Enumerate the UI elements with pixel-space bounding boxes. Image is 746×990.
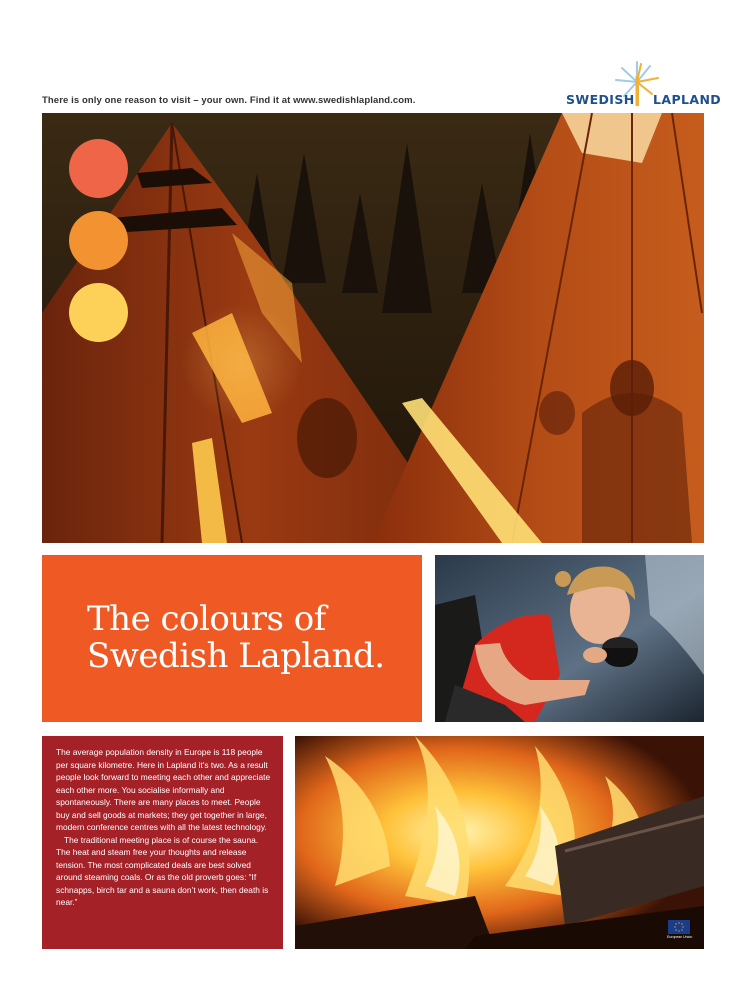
body-paragraph-2: The traditional meeting place is of course the sauna. The heat and steam free your thoughts and release tension. The most complicated deals are best solved around steaming coals. Or as the old proverb goes: “If schnapps, birch tar and a sauna don’t work, then death is near.” bbox=[56, 834, 269, 907]
logo-word-lapland: LAPLAND bbox=[653, 92, 722, 107]
logo-word-swedish: SWEDISH bbox=[566, 92, 635, 107]
eu-flag-badge bbox=[668, 920, 692, 939]
hero-photo-tents bbox=[42, 113, 704, 543]
tagline: There is only one reason to visit – your own. Find it at www.swedishlapland.com. bbox=[42, 95, 416, 106]
color-dot-yellow bbox=[69, 283, 128, 342]
eu-flag-icon bbox=[668, 920, 690, 934]
color-dot-orange bbox=[69, 211, 128, 270]
swedish-lapland-logo bbox=[562, 58, 722, 110]
photo-woman-drinking bbox=[435, 555, 704, 722]
eu-caption: European Union bbox=[667, 935, 693, 939]
color-dot-coral bbox=[69, 139, 128, 198]
body-paragraph-1: The average population density in Europe is 118 people per square kilometre. Here in Lapland it’s two. As a result people look forward to meeting each other and appreciate each other more. You socialise informally and spontaneously. There are many places to meet. People buy and sell goods at markets; they get together in large, modern conference centres with all the latest technology. bbox=[56, 747, 271, 832]
body-text-panel bbox=[42, 736, 283, 949]
headline: The colours of Swedish Lapland. bbox=[87, 599, 385, 676]
headline-panel bbox=[42, 555, 422, 722]
photo-campfire bbox=[295, 736, 704, 949]
